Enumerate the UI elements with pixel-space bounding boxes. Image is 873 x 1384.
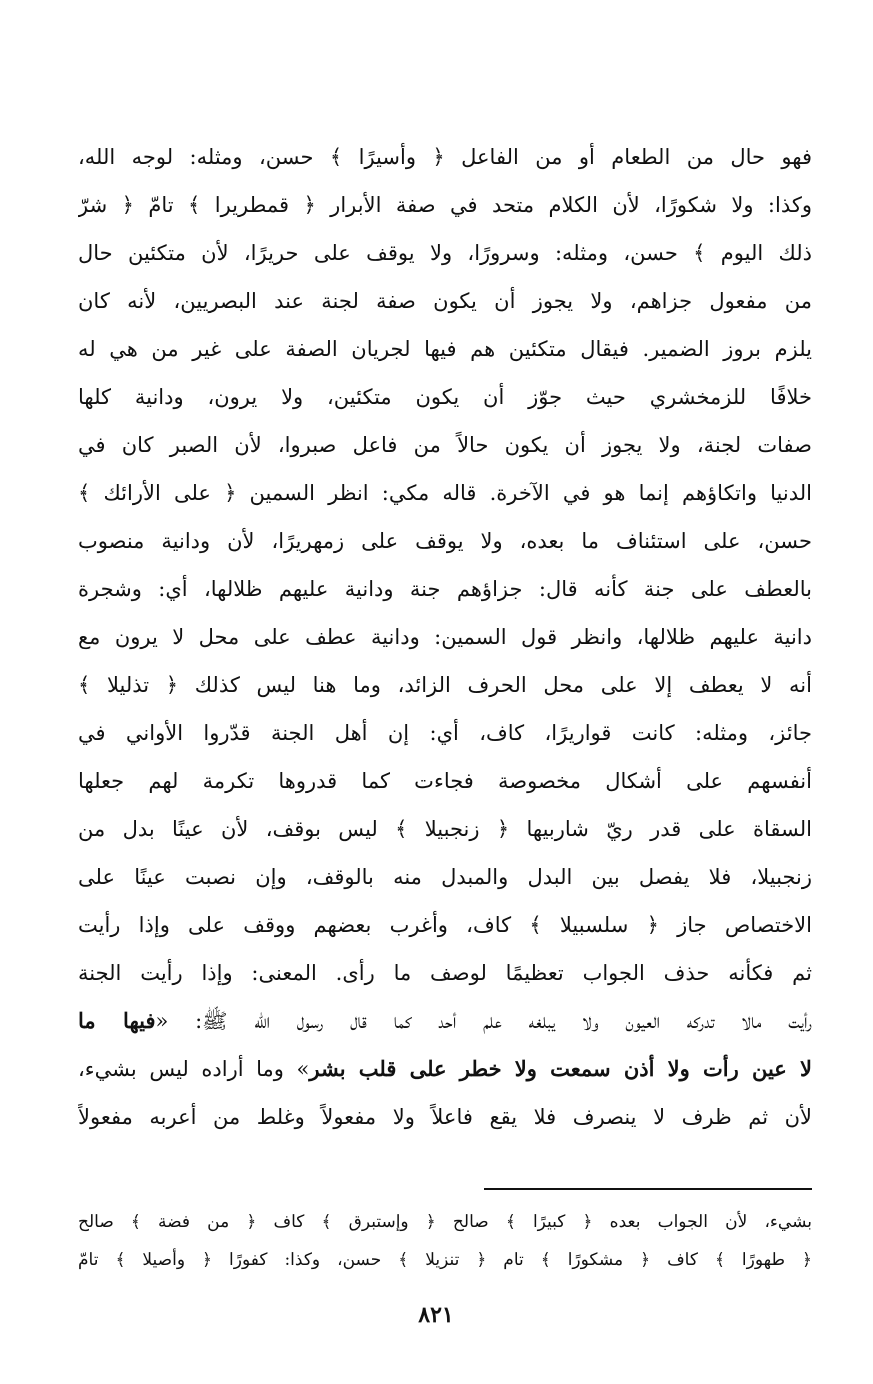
footnote-divider	[484, 1188, 812, 1190]
text-line: حسن، على استئناف ما بعده، ولا يوقف على زمهريرًا، لأن ودانية منصوب	[78, 529, 812, 553]
page-number: ٨٢١	[418, 1302, 454, 1328]
text-line-segment: رأيت مالا تدركه العيون ولا يبلغه علم أحد كما قال رسول الله ﷺ: «	[155, 1009, 812, 1033]
text-line: بالعطف على جنة كأنه قال: جزاؤهم جنة ودانية عليهم ظلالها، أي: وشجرة	[78, 577, 812, 601]
footnote-block	[78, 1203, 812, 1279]
text-line: أنفسهم على أشكال مخصوصة فجاءت كما قدروها تكرمة لهم جعلها	[78, 769, 812, 793]
text-line-hadith-end	[78, 1045, 812, 1093]
text-line: دانية عليهم ظلالها، وانظر قول السمين: ودانية عطف على محل لا يرون مع	[78, 625, 812, 649]
text-line-segment: » وما أراده ليس بشيء،	[78, 1057, 310, 1081]
footnote-line: ﴿ طهورًا ﴾ كاف ﴿ مشكورًا ﴾ تام ﴿ تنزيلا ﴾ حسن، وكذا: كفورًا ﴿ وأصيلا ﴾ تامّ	[78, 1250, 812, 1270]
text-line: ثم فكأنه حذف الجواب تعظيمًا لوصف ما رأى. المعنى: وإذا رأيت الجنة	[78, 961, 812, 985]
hadith-quote-bold: فيها ما	[78, 1008, 156, 1033]
text-line: ذلك اليوم ﴾ حسن، ومثله: وسرورًا، ولا يوقف على حريرًا، لأن متكئين حال	[78, 241, 812, 265]
text-line: جائز، ومثله: كانت قواريرًا، كاف، أي: إن أهل الجنة قدّروا الأواني في	[78, 721, 812, 745]
hadith-quote-bold: لا عين رأت ولا أذن سمعت ولا خطر على قلب بشر	[309, 1056, 812, 1081]
text-line-hadith-start	[78, 997, 812, 1045]
text-line: وكذا: ولا شكورًا، لأن الكلام متحد في صفة الأبرار ﴿ قمطريرا ﴾ تامّ ﴿ شرّ	[78, 193, 812, 217]
text-line: فهو حال من الطعام أو من الفاعل ﴿ وأسيرًا ﴾ حسن، ومثله: لوجه الله،	[78, 145, 812, 169]
text-line: زنجبيلا، فلا يفصل بين البدل والمبدل منه بالوقف، وإن نصبت عينًا على	[78, 865, 812, 889]
text-line: خلافًا للزمخشري حيث جوّز أن يكون متكئين، ولا يرون، ودانية كلها	[78, 385, 812, 409]
text-line: أنه لا يعطف إلا على محل الحرف الزائد، وما هنا ليس كذلك ﴿ تذليلا ﴾	[78, 673, 812, 697]
main-text-block	[78, 133, 812, 1141]
text-line: السقاة على قدر ريّ شاربيها ﴿ زنجبيلا ﴾ ليس بوقف، لأن عينًا بدل من	[78, 817, 812, 841]
footnote-line: بشيء، لأن الجواب بعده ﴿ كبيرًا ﴾ صالح ﴿ وإستبرق ﴾ كاف ﴿ من فضة ﴾ صالح	[78, 1212, 812, 1232]
text-line: الدنيا واتكاؤهم إنما هو في الآخرة. قاله مكي: انظر السمين ﴿ على الأرائك ﴾	[78, 481, 812, 505]
text-line: من مفعول جزاهم، ولا يجوز أن يكون صفة لجنة عند البصريين، لأنه كان	[78, 289, 812, 313]
text-line: لأن ثم ظرف لا ينصرف فلا يقع فاعلاً ولا مفعولاً وغلط من أعربه مفعولاً	[78, 1105, 812, 1129]
text-line: صفات لجنة، ولا يجوز أن يكون حالاً من فاعل صبروا، لأن الصبر كان في	[78, 433, 812, 457]
text-line: يلزم بروز الضمير. فيقال متكئين هم فيها لجريان الصفة على غير من هي له	[78, 337, 812, 361]
text-line: الاختصاص جاز ﴿ سلسبيلا ﴾ كاف، وأغرب بعضهم ووقف على وإذا رأيت	[78, 913, 812, 937]
